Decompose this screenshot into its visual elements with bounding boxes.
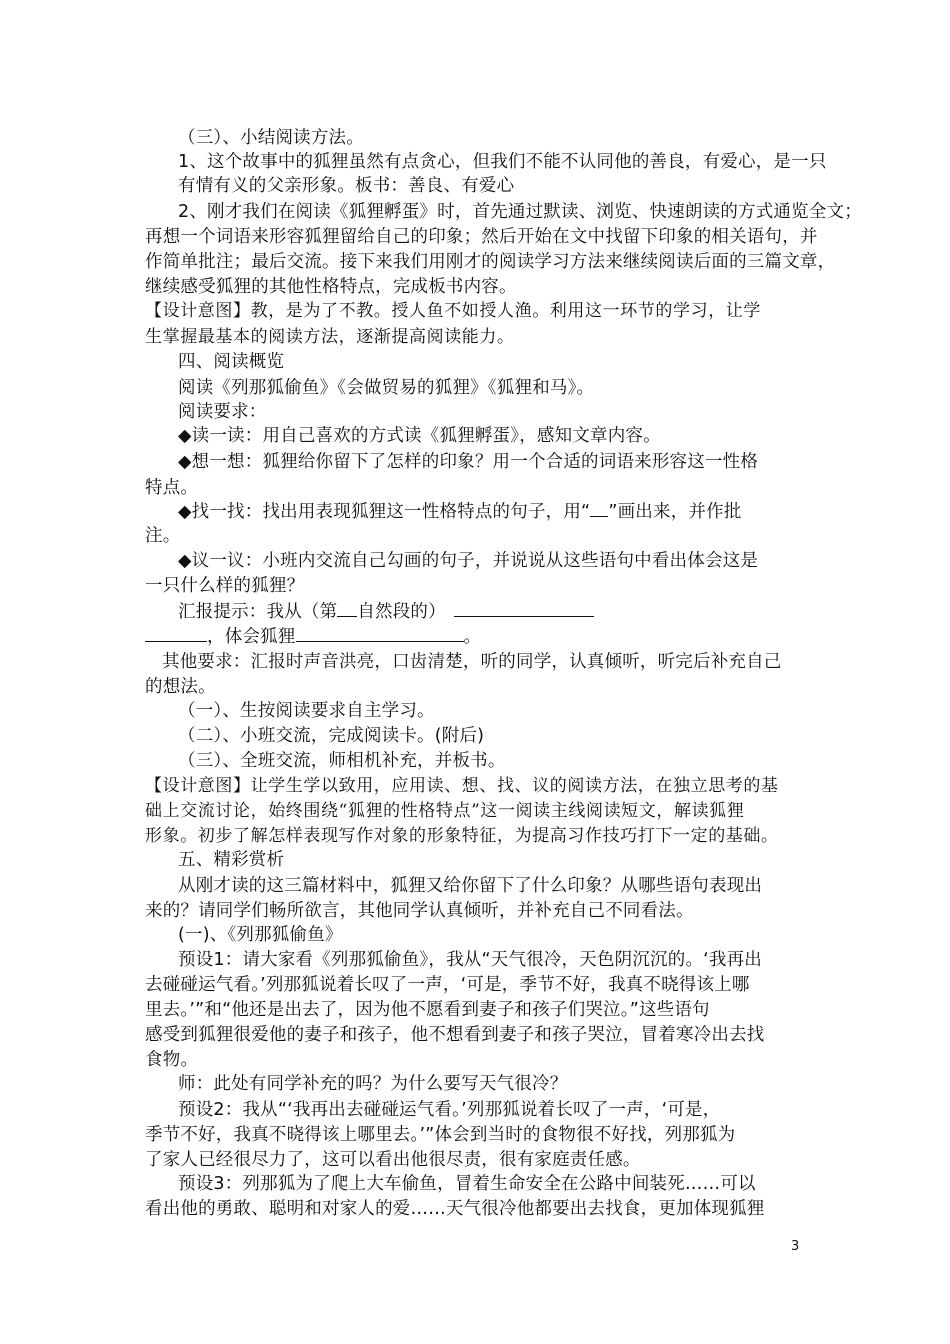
list-item-text: ◆找一找：找出用表现狐狸这一性格特点的句子，用“ [178,502,591,522]
paragraph-line: 继续感受狐狸的其他性格特点，完成板书内容。 [145,277,517,297]
design-intent-line: 【设计意图】教，是为了不教。授人鱼不如授人渔。利用这一环节的学习，让学 [145,301,761,321]
paragraph-line: 预设1：请大家看《列那狐偷鱼》，我从“天气很冷，天色阴沉沉的。‘我再出 [178,950,763,970]
paragraph-line: 再想一个词语来形容狐狸留给自己的印象；然后开始在文中找留下印象的相关语句，并 [145,227,818,247]
list-item: 注。 [145,526,181,546]
section-heading: （三）、小结阅读方法。 [178,128,364,148]
paragraph-line: （一）、生按阅读要求自主学习。 [178,701,435,721]
paragraph-line: 2、刚才我们在阅读《狐狸孵蛋》时，首先通过默读、浏览、快速朗读的方式通览全文； [178,202,862,222]
fill-in-blank [590,499,608,517]
paragraph-line: 感受到狐狸很爱他的妻子和孩子，他不想看到妻子和孩子哭泣，冒着寒冷出去找 [145,1025,765,1045]
paragraph-line: 季节不好，我真不晓得该上哪里去。’”体会到当时的食物很不好找，列那狐为 [145,1125,736,1145]
report-prompt-text: 。 [463,627,482,647]
list-item: ◆想一想：狐狸给你留下了怎样的印象？用一个合适的词语来形容这一性格 [178,452,759,472]
report-prompt [178,599,594,624]
design-intent-line: 生掌握最基本的阅读方法，逐渐提高阅读能力。 [145,327,515,347]
paragraph-line: 的想法。 [145,677,216,697]
paragraph-line: 预设2：我从“‘我再出去碰碰运气看。’列那狐说着长叹了一声，‘可是， [178,1100,721,1120]
fill-in-blank [454,599,594,617]
paragraph-line: 看出他的勇敢、聪明和对家人的爱……天气很冷他都要出去找食，更加体现狐狸 [145,1199,765,1219]
paragraph-line: （二）、小班交流，完成阅读卡。(附后) [178,726,485,746]
paragraph-line: 阅读《列那狐偷鱼》《会做贸易的狐狸》《狐狸和马》。 [178,378,595,398]
list-item: ◆议一议：小班内交流自己勾画的句子，并说说从这些语句中看出体会这是 [178,551,759,571]
paragraph-line: 预设3：列那狐为了爬上大车偷鱼，冒着生命安全在公路中间装死……可以 [178,1174,756,1194]
report-prompt-text: 汇报提示：我从（第 [178,602,338,622]
design-intent-line: 形象。初步了解怎样表现写作对象的形象特征，为提高习作技巧打下一定的基础。 [145,826,779,846]
list-item [178,499,742,524]
section-heading: 五、精彩赏析 [178,850,285,870]
page-number: 3 [791,1239,800,1254]
design-intent-line: 础上交流讨论，始终围绕“狐狸的性格特点”这一阅读主线阅读短文，解读狐狸 [145,801,745,821]
paragraph-line: 食物。 [145,1050,199,1070]
list-item: 一只什么样的狐狸？ [145,576,305,596]
section-heading: (一)、《列那狐偷鱼》 [178,925,343,945]
paragraph-line: 来的？请同学们畅所欲言，其他同学认真倾听，并补充自己不同看法。 [145,901,694,921]
report-prompt [145,624,481,649]
paragraph-line: 其他要求：汇报时声音洪亮，口齿清楚，听的同学，认真倾听，听完后补充自己 [162,652,782,672]
paragraph-line: 从刚才读的这三篇材料中，狐狸又给你留下了什么印象？从哪些语句表现出 [178,876,763,896]
report-prompt-text: 自然段的） [357,602,446,622]
section-heading: 四、阅读概览 [178,352,285,372]
fill-in-blank [145,624,207,642]
paragraph-line: 里去。’”和“他还是出去了，因为他不愿看到妻子和孩子们哭泣。”这些语句 [145,1000,710,1020]
paragraph-line: 师：此处有同学补充的吗？为什么要写天气很冷？ [178,1074,568,1094]
paragraph-line: 1、这个故事中的狐狸虽然有点贪心，但我们不能不认同他的善良，有爱心，是一只 [178,152,827,172]
paragraph-line: 阅读要求： [178,402,267,422]
design-intent-line: 【设计意图】让学生学以致用，应用读、想、找、议的阅读方法，在独立思考的基 [145,776,779,796]
paragraph-line: 去碰碰运气看。’列那狐说着长叹了一声，‘可是，季节不好，我真不晓得该上哪 [145,975,750,995]
paragraph-line: 了家人已经很尽力了，这可以看出他很尽责，很有家庭责任感。 [145,1150,641,1170]
list-item: 特点。 [145,478,199,498]
list-item: ◆读一读：用自己喜欢的方式读《狐狸孵蛋》，感知文章内容。 [178,426,661,446]
fill-in-blank [337,599,357,617]
fill-in-blank [296,624,464,642]
paragraph-line: 作简单批注；最后交流。接下来我们用刚才的阅读学习方法来继续阅读后面的三篇文章， [145,252,836,272]
report-prompt-text: ，体会狐狸 [207,627,296,647]
paragraph-line: （三）、全班交流，师相机补充，并板书。 [178,751,506,771]
paragraph-line: 有情有义的父亲形象。板书：善良、有爱心 [178,176,515,196]
list-item-text: ”画出来，并作批 [608,502,742,522]
